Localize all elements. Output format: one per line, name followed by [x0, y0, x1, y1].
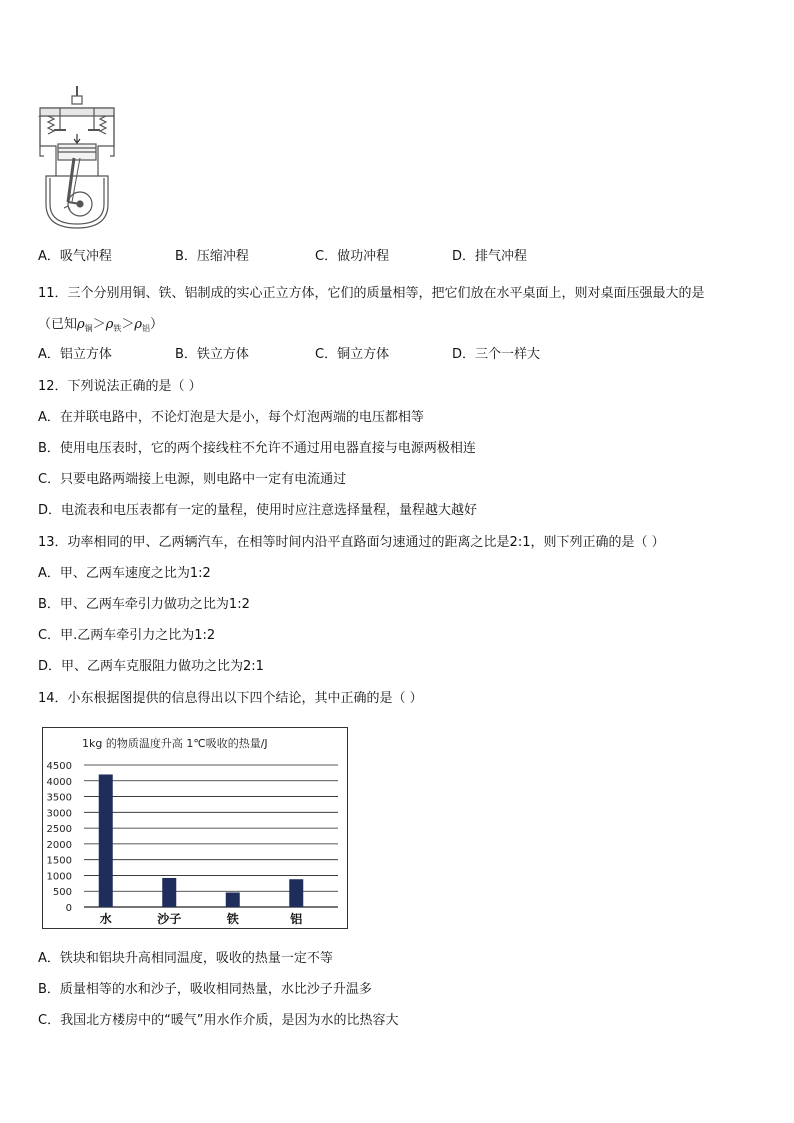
- y-tick-label: 0: [65, 903, 72, 914]
- q14-option-c: C．我国北方楼房中的“暖气”用水作介质，是因为水的比热容大: [38, 1013, 399, 1028]
- q12-option-d: D．电流表和电压表都有一定的量程，使用时应注意选择量程，量程越大越好: [38, 503, 478, 518]
- q13-option-c: C．甲.乙两车牵引力之比为1:2: [38, 628, 216, 643]
- q12-option-c: C．只要电路两端接上电源，则电路中一定有电流通过: [38, 472, 347, 487]
- rho-symbol: ρ: [105, 317, 114, 332]
- sub-aluminum: 铝: [142, 324, 151, 333]
- sub-copper: 铜: [84, 324, 93, 333]
- y-tick-label: 3000: [46, 808, 72, 820]
- q11-option-a: A．铝立方体: [38, 347, 112, 362]
- y-tick-label: 2500: [46, 824, 72, 836]
- sub-iron: 铁: [113, 324, 122, 333]
- q13-option-d: D．甲、乙两车克服阻力做功之比为2:1: [38, 659, 264, 674]
- x-category-label: 沙子: [157, 912, 182, 926]
- q10-option-d: D．排气冲程: [452, 249, 528, 264]
- q11-condition: [38, 316, 163, 338]
- q14-stem: 14．小东根据图提供的信息得出以下四个结论，其中正确的是（ ）: [38, 691, 423, 706]
- q11-option-d: D．三个一样大: [452, 347, 541, 362]
- y-tick-label: 4000: [46, 776, 72, 788]
- y-tick-label: 2000: [46, 839, 72, 851]
- x-category-label: 铝: [290, 912, 303, 926]
- x-category-label: 铁: [226, 912, 239, 926]
- rho-symbol: ρ: [134, 317, 143, 332]
- q11-stem: 11．三个分别用铜、铁、铝制成的实心正立方体，它们的质量相等，把它们放在水平桌面上，则对桌面压强最大的是: [38, 286, 705, 301]
- y-tick-label: 1000: [46, 871, 72, 883]
- q14-option-b: B．质量相等的水和沙子，吸收相同热量，水比沙子升温多: [38, 982, 372, 997]
- q12-option-b: B．使用电压表时，它的两个接线柱不允许不通过用电器直接与电源两极相连: [38, 441, 476, 456]
- q13-stem: 13．功率相同的甲、乙两辆汽车，在相等时间内沿平直路面匀速通过的距离之比是2:1，则下列正确的是（ ）: [38, 535, 665, 550]
- q10-option-c: C．做功冲程: [315, 249, 390, 264]
- bar-chart-svg: [42, 727, 348, 929]
- engine-drawing: [34, 86, 120, 232]
- y-tick-label: 3500: [46, 792, 72, 804]
- q12-option-a: A．在并联电路中，不论灯泡是大是小，每个灯泡两端的电压都相等: [38, 410, 424, 425]
- q13-option-a: A．甲、乙两车速度之比为1:2: [38, 566, 211, 581]
- bar-2: [226, 892, 240, 907]
- heat-chart: [42, 727, 348, 929]
- q10-option-a: A．吸气冲程: [38, 249, 112, 264]
- q13-option-b: B．甲、乙两车牵引力做功之比为1:2: [38, 597, 250, 612]
- q12-stem: 12．下列说法正确的是（ ）: [38, 379, 202, 394]
- bar-3: [289, 879, 303, 907]
- q14-option-a: A．铁块和铝块升高相同温度，吸收的热量一定不等: [38, 951, 333, 966]
- q10-option-b: B．压缩冲程: [175, 249, 249, 264]
- gt-symbol: ＞: [121, 317, 135, 332]
- q11-cond-close: ）: [150, 317, 164, 332]
- chart-title: 1kg 的物质温度升高 1℃吸收的热量/J: [82, 737, 268, 750]
- y-tick-label: 4500: [46, 761, 72, 772]
- engine-diagram: [34, 86, 120, 232]
- y-tick-label: 500: [52, 887, 72, 899]
- bar-1: [162, 878, 176, 907]
- q11-cond-open: （已知: [38, 317, 78, 332]
- q11-option-b: B．铁立方体: [175, 347, 249, 362]
- q11-option-c: C．铜立方体: [315, 347, 390, 362]
- rho-symbol: ρ: [77, 317, 85, 332]
- gt-symbol: ＞: [92, 317, 106, 332]
- x-category-label: 水: [99, 912, 112, 926]
- y-tick-label: 1500: [46, 855, 72, 867]
- bar-0: [99, 774, 113, 907]
